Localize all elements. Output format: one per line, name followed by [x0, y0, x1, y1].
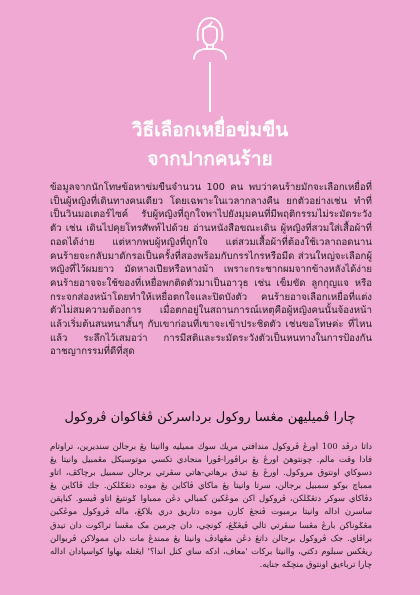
- title-line-2: จากปากคนร้าย: [147, 148, 273, 170]
- title-line-1: วิธีเลือกเหยื่อข่มขืน: [131, 119, 289, 141]
- divider-line: [209, 62, 211, 112]
- woman-avatar-icon: [188, 14, 232, 60]
- jawi-paragraph: داتا درڤد 100 اورڠ ڤروكول مندافتي مريك سوك مميليه واانيتا يڠ برجالن سنديرين، تراوتام فادا وقت مالم. چونتوهڽ اورڠ يڠ براڤورا-ڤورا منجادي تكسي موتوسيكل مڠمبيل وانيتا يڠ دسوكاي اونتوق مروكول. اورڠ يڠ تيدق برهاتي-هاتي سڤرتي برجالن سمبيل برچاکڤ، اتاو ممباچ بوكو سمبيل برجالن، سرتا وانيتا يڠ ماكاي ڤاكاين يڠ موده دتڠݢلكن. جك ڤاكاين يڠ دڤاكاي سوكر دتڠݢلكن، ڤروكول اکن موڠکين کمبالي دڠن ممباوا ݢونتيڠ اتاو ڤيسو. کباڽقن ساسرن اداله وانيتا برمبوت ڤنجڠ کارن موده دتاريق دري بلاکڠ، ماله ڤروكول موڠکين مڠݢوناکن بارڠ مڠسا سڤرتي تالي ڤيڠݢڠ، کونچي، دان چرمين مک مڠسا تراکوت دان تيدق براڤاي. جک ڤروكول برجالن داتڠ دڠن مڠهادڤ وانيتا يڠ ممندڠ مات دان ممولاکن ڤربوالن ريڠکس سبلوم دکتي، واانيتا برکات 'معاف، ادکه ساي کنل اندا؟' ايڠتله بهاوا کواسپادان اداله چارا ترباءيق اونتوق منچݢه جنايه.: [50, 441, 372, 569]
- thai-paragraph: ข้อมูลจากนักโทษข้อหาข่มขืนจำนวน 100 คน พบว่าคนร้ายมักจะเลือกเหยื่อที่เป็นผู้หญิงที่เดินทางคนเดียว โดยเฉพาะในเวลากลางคืน ยกตัวอย่างเช่น ทำที่เป็นวินมอเตอร์ไซค์ รับผู้หญิงที่ถูกใจพาไปยังมุมคนที่มีพฤติกรรมไม่ระมัดระวังตัว เช่น เดินไปคุยโทรศัพท์ไปด้วย อ่านหนังสือขณะเดิน ผู้หญิงที่สวมใส่เสื้อผ้าที่ถอดได้ง่าย แต่หากพบผู้หญิงที่ถูกใจ แต่สวมเสื้อผ้าที่ต้องใช้เวลาถอดนาน คนร้ายจะกลับมาดักรอเป็นครั้งที่สองพร้อมกับกรรไกรหรือมีด ส่วนใหญ่จะเลือกผู้หญิงที่ไว้ผมยาว มัดหางเปียหรือหางม้า เพราะกระชากผมจากข้างหลังได้ง่าย คนร้ายอาจจะใช้ของที่เหยื่อพกติดตัวมาเป็นอาวุธ เช่น เข็มขัด ลูกกุญแจ หรือกระจกส่องหน้าโดยทำให้เหยื่อตกใจและปิดบังตัว คนร้ายอาจเลือกเหยื่อที่แต่งตัวไม่สมความต้องการ เมื่อตกอยู่ในสถานการณ์เหตุคือผู้หญิงคนนั้นจ้องหน้าแล้วเริ่มต้นสนทนาสั้นๆ กับเขาก่อนที่เขาจะเข้าประชิดตัว เช่นขอโทษค่ะ ที่ไหนแล้ว ระลึกไว้เสมอว่า การมีสติและระมัดระวังตัวเป็นหนทางในการป้องกันอาชญากรรมที่ดีที่สุด: [50, 182, 372, 358]
- jawi-heading: چارا ڤميليهن مڠسا روكول برداسركن ڤڠاكوان ڤروكول: [64, 410, 356, 425]
- page-title: [30, 116, 390, 174]
